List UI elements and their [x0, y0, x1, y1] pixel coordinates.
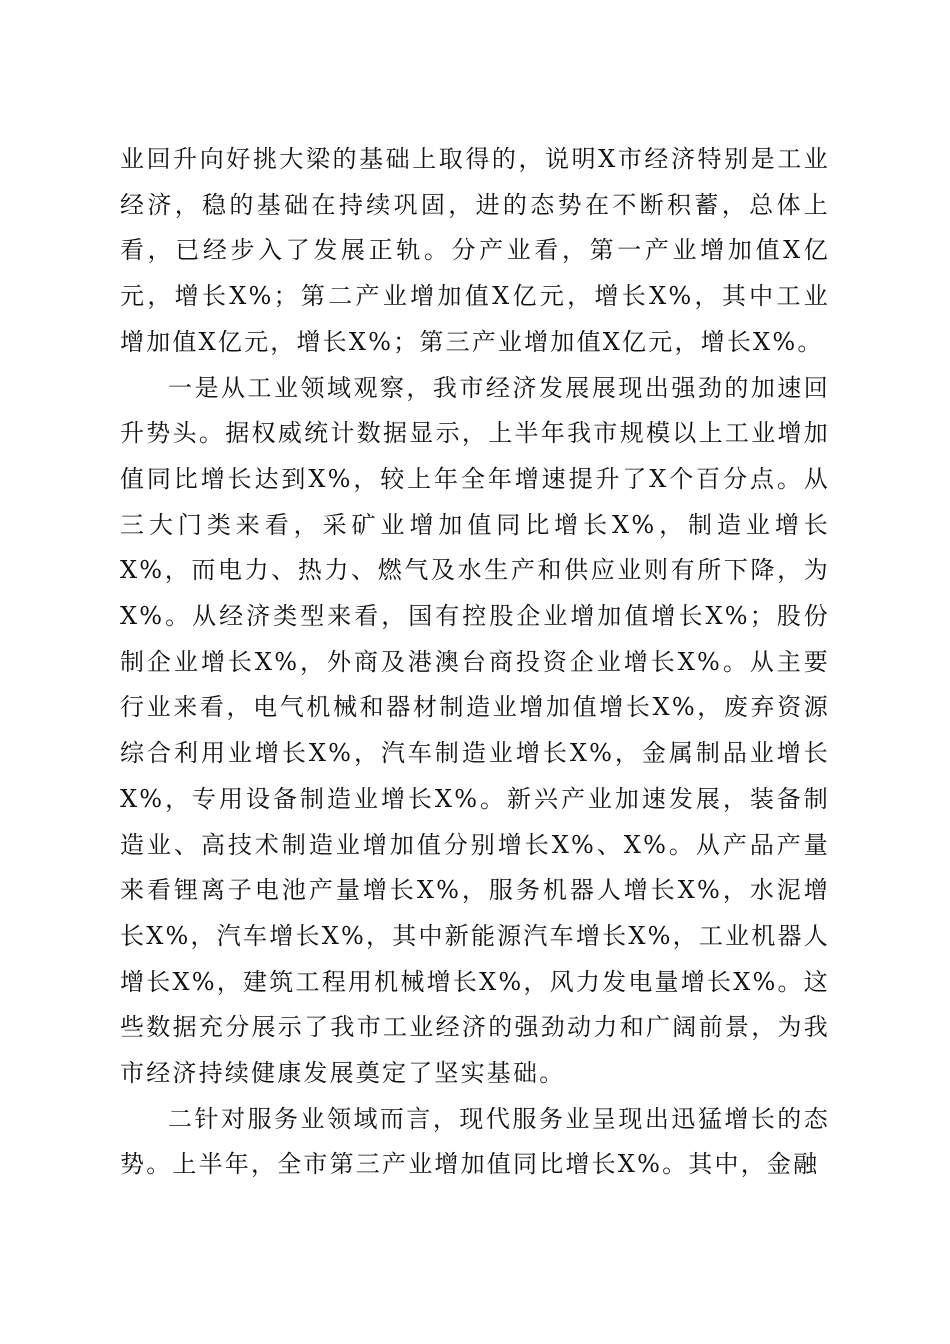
paragraph-2: 一是从工业领域观察，我市经济发展展现出强劲的加速回升势头。据权威统计数据显示，上半年我市规模以上工业增加值同比增长达到X%，较上年全年增速提升了X个百分点。从三大门类来看，采矿业增加值同比增长X%，制造业增长X%，而电力、热力、燃气及水生产和供应业则有所下降，为X%。从经济类型来看，国有控股企业增加值增长X%；股份制企业增长X%，外商及港澳台商投资企业增长X%。从主要行业来看，电气机械和器材制造业增加值增长X%，废弃资源综合利用业增长X%，汽车制造业增长X%，金属制品业增长X%，专用设备制造业增长X%。新兴产业加速发展，装备制造业、高技术制造业增加值分别增长X%、X%。从产品产量来看锂离子电池产量增长X%，服务机器人增长X%，水泥增长X%，汽车增长X%，其中新能源汽车增长X%，工业机器人增长X%，建筑工程用机械增长X%，风力发电量增长X%。这些数据充分展示了我市工业经济的强劲动力和广阔前景，为我市经济持续健康发展奠定了坚实基础。 [120, 373, 830, 1088]
paragraph-1: 业回升向好挑大梁的基础上取得的，说明X市经济特别是工业经济，稳的基础在持续巩固，进的态势在不断积蓄，总体上看，已经步入了发展正轨。分产业看，第一产业增加值X亿元，增长X%；第二产业增加值X亿元，增长X%，其中工业增加值X亿元，增长X%；第三产业增加值X亿元，增长X%。 [120, 145, 830, 356]
document-page [120, 137, 830, 1188]
paragraph-3: 二针对服务业领域而言，现代服务业呈现出迅猛增长的态势。上半年，全市第三产业增加值同比增长X%。其中，金融 [120, 1104, 830, 1179]
